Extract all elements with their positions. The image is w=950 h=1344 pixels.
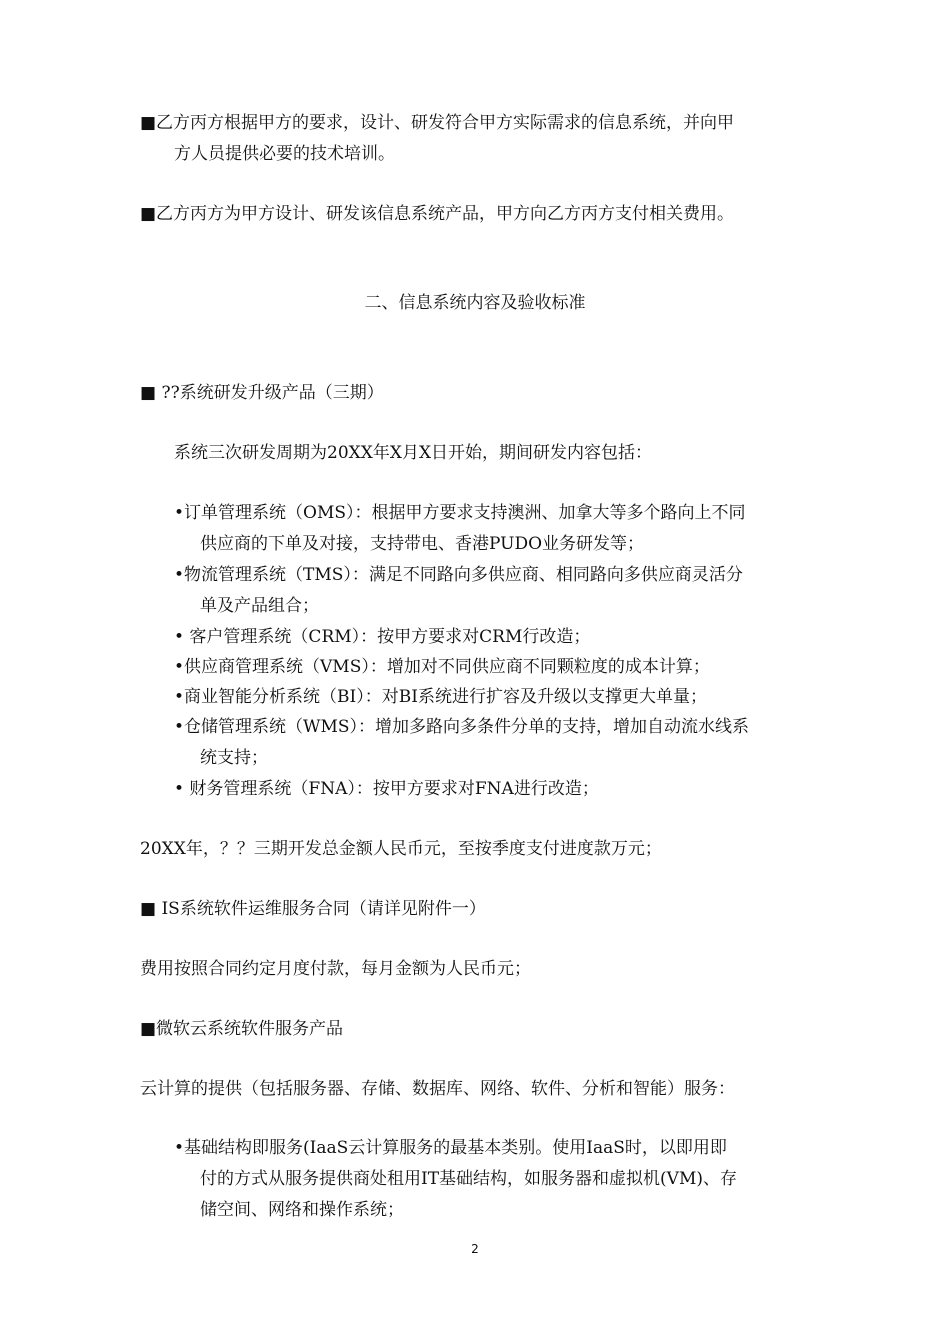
list-item-line: •基础结构即服务(IaaS云计算服务的最基本类别。使用IaaS时，以即用即 — [174, 1138, 727, 1158]
list-item: • 客户管理系统（CRM）：按甲方要求对CRM行改造； — [174, 627, 591, 647]
page-number: 2 — [471, 1242, 479, 1256]
list-item-line: •仓储管理系统（WMS）：增加多路向多条件分单的支持，增加自动流水线系 — [174, 717, 750, 737]
upgrade-title: ■ ??系统研发升级产品（三期） — [140, 383, 384, 403]
list-item-line: 储空间、网络和操作系统； — [200, 1200, 404, 1220]
ops-title: ■ IS系统软件运维服务合同（请详见附件一） — [140, 899, 486, 919]
paragraph-line: 方人员提供必要的技术培训。 — [174, 144, 395, 164]
upgrade-intro: 系统三次研发周期为20XX年X月X日开始，期间研发内容包括： — [174, 443, 653, 463]
section-heading: 二、信息系统内容及验收标准 — [364, 293, 586, 313]
ops-fee: 费用按照合同约定月度付款，每月金额为人民币元； — [140, 959, 531, 979]
list-item-line: 单及产品组合； — [200, 596, 319, 616]
paragraph: ■乙方丙方为甲方设计、研发该信息系统产品，甲方向乙方丙方支付相关费用。 — [140, 204, 735, 224]
upgrade-total: 20XX年，？？三期开发总金额人民币元，至按季度支付进度款万元； — [140, 839, 662, 859]
list-item-line: •物流管理系统（TMS）：满足不同路向多供应商、相同路向多供应商灵活分 — [174, 565, 743, 585]
cloud-intro: 云计算的提供（包括服务器、存储、数据库、网络、软件、分析和智能）服务： — [140, 1079, 735, 1099]
list-item-line: 供应商的下单及对接，支持带电、香港PUDO业务研发等； — [200, 534, 645, 554]
list-item: • 财务管理系统（FNA）：按甲方要求对FNA进行改造； — [174, 779, 599, 799]
paragraph-line: ■乙方丙方根据甲方的要求，设计、研发符合甲方实际需求的信息系统，并向甲 — [140, 113, 735, 133]
cloud-title: ■微软云系统软件服务产品 — [140, 1019, 344, 1039]
list-item: •供应商管理系统（VMS）：增加对不同供应商不同颗粒度的成本计算； — [174, 657, 710, 677]
list-item-line: 付的方式从服务提供商处租用IT基础结构，如服务器和虚拟机(VM)、存 — [200, 1169, 738, 1189]
list-item: •商业智能分析系统（BI）：对BI系统进行扩容及升级以支撑更大单量； — [174, 687, 707, 707]
list-item-line: •订单管理系统（OMS）：根据甲方要求支持澳洲、加拿大等多个路向上不同 — [174, 503, 746, 523]
list-item-line: 统支持； — [200, 748, 268, 768]
